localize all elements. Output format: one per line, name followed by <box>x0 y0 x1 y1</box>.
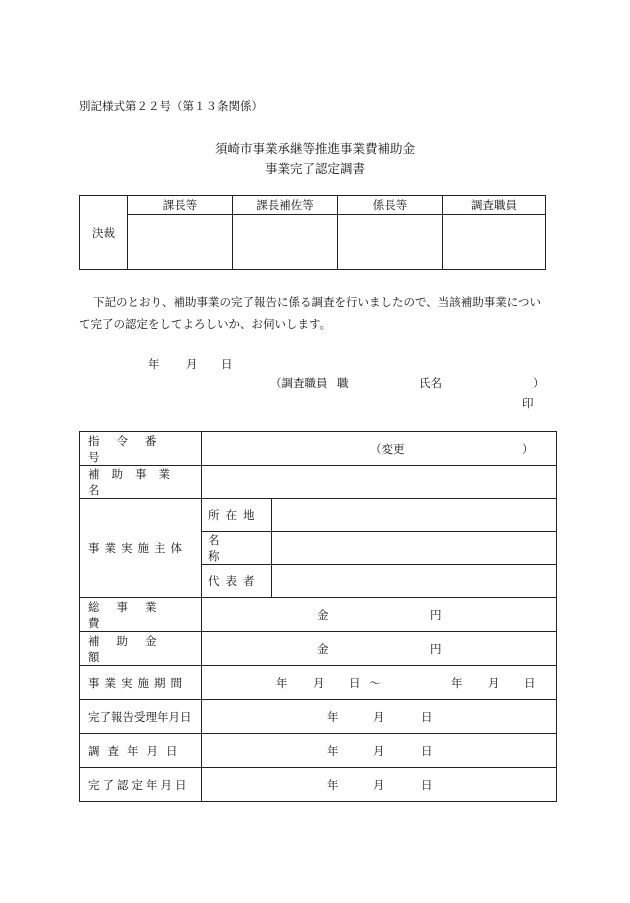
subsidy-label: 補助金額 <box>80 632 202 666</box>
subsidy-yen: 円 <box>430 641 442 656</box>
investigation-value[interactable]: 年 月 日 <box>202 734 557 768</box>
order-number-value[interactable] <box>202 432 557 466</box>
implementer-representative-label: 代表者 <box>202 565 272 598</box>
completion-label: 完了認定年月日 <box>80 768 202 802</box>
report-received-value[interactable]: 年 月 日 <box>202 700 557 734</box>
subsidy-kin: 金 <box>317 641 329 656</box>
inspector-close: ） <box>533 376 545 390</box>
total-cost-kin: 金 <box>317 607 329 622</box>
approval-header-section-chief: 課長等 <box>128 196 233 215</box>
approval-header-subsection-chief: 係長等 <box>338 196 443 215</box>
approval-table <box>79 195 546 270</box>
investigation-label: 調査年月日 <box>80 734 202 768</box>
inspector-open: （調査職員 <box>270 376 328 390</box>
approval-stamp-cell[interactable] <box>338 215 443 270</box>
implementer-name-value[interactable] <box>272 532 557 565</box>
implementer-label: 事業実施主体 <box>80 499 202 598</box>
date-year: 年 <box>148 357 160 371</box>
order-number-close: ） <box>522 441 534 456</box>
project-name-value[interactable] <box>202 466 557 499</box>
form-number: 別記様式第２２号（第１３条関係） <box>79 99 263 113</box>
subsidy-value[interactable] <box>202 632 557 666</box>
period-label: 事業実施期間 <box>80 666 202 700</box>
intro-line-1: 下記のとおり、補助事業の完了報告に係る調査を行いましたので、当該補助事業につい <box>93 295 542 309</box>
approval-stamp-cell[interactable] <box>233 215 338 270</box>
approval-header-inspector: 調査職員 <box>443 196 546 215</box>
approval-label: 決裁 <box>80 196 128 270</box>
date-month: 月 <box>186 357 198 371</box>
period-value[interactable]: 年 月 日 ～ 年 月 日 <box>202 666 557 700</box>
order-number-label: 指令番号 <box>80 432 202 466</box>
approval-stamp-cell[interactable] <box>443 215 546 270</box>
date-day: 日 <box>221 357 233 371</box>
report-received-label: 完了報告受理年月日 <box>80 700 202 734</box>
implementer-representative-value[interactable] <box>272 565 557 598</box>
implementer-address-value[interactable] <box>272 499 557 532</box>
inspector-name: 氏名 <box>419 376 442 390</box>
intro-line-2: て完了の認定をしてよろしいか、お伺いします。 <box>79 317 332 331</box>
form-title-line2: 事業完了認定調書 <box>264 161 365 176</box>
approval-header-deputy-chief: 課長補佐等 <box>233 196 338 215</box>
implementer-address-label: 所在地 <box>202 499 272 532</box>
total-cost-value[interactable] <box>202 598 557 632</box>
details-table <box>79 431 557 802</box>
seal-mark: 印 <box>522 396 534 410</box>
total-cost-yen: 円 <box>430 607 442 622</box>
inspector-title: 職 <box>337 376 349 390</box>
approval-stamp-cell[interactable] <box>128 215 233 270</box>
form-title-line1: 須崎市事業承継等推進事業費補助金 <box>214 141 415 156</box>
order-number-change: （変更 <box>370 441 405 456</box>
period-tilde: ～ <box>369 675 381 690</box>
completion-value[interactable]: 年 月 日 <box>202 768 557 802</box>
project-name-label: 補助事業名 <box>80 466 202 499</box>
implementer-name-label: 名称 <box>202 532 272 565</box>
total-cost-label: 総事業費 <box>80 598 202 632</box>
